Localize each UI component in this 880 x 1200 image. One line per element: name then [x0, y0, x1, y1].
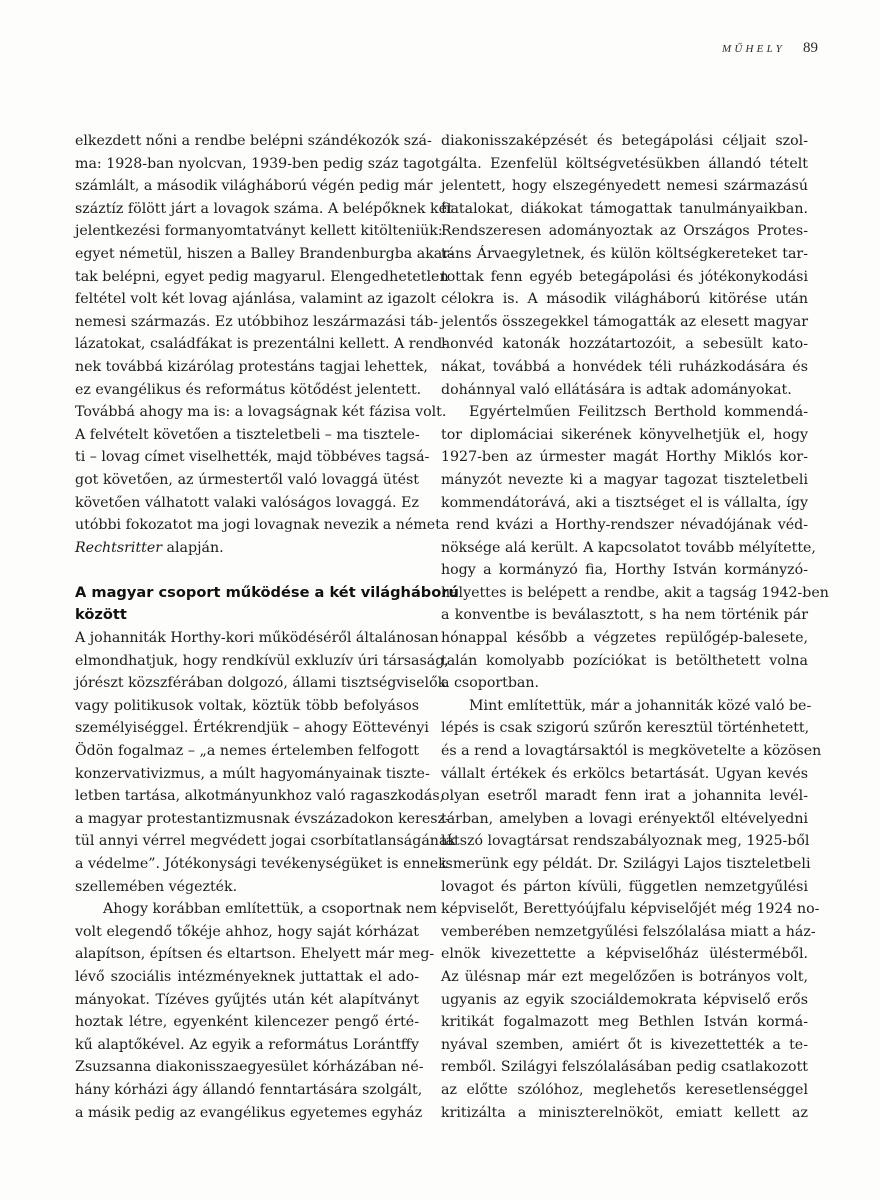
text-line: utóbbi fokozatot ma jogi lovagnak nevezik a német	[75, 517, 441, 534]
text-line: jelentkezési formanyomtatványt kellett kitölteniük:	[75, 223, 443, 240]
text-line: olyan esetről maradt fenn irat a johannita levél-	[441, 788, 808, 805]
text-line: Egyértelműen Feilitzsch Berthold kommendá-	[469, 404, 808, 421]
right-column	[441, 130, 829, 1124]
text-line: kritizálta a miniszterelnököt, emiatt kellett az	[441, 1104, 808, 1121]
text-line: elkezdett nőni a rendbe belépni szándékozók szá-	[75, 133, 432, 149]
text-line: tak belépni, egyet pedig magyarul. Elengedhetetlen	[75, 268, 449, 285]
text-line: látszó lovagtársat rendszabályoznak meg, 1925-ből	[441, 833, 810, 850]
text-line: tottak fenn egyéb betegápolási és jótékonykodási	[441, 268, 808, 285]
text-line: A johanniták Horthy-kori működéséről általánosan	[75, 630, 439, 647]
text-line: nemesi származás. Ez utóbbihoz leszármazási táb-	[75, 313, 439, 330]
paragraph	[441, 695, 822, 1124]
text-line: elnök kivezettette a képviselőház ülésterméből.	[441, 946, 808, 963]
text-line: jelentős összegekkel támogatták az elesett magyar	[441, 313, 808, 330]
text-line: lépés is csak szigorú szűrőn keresztül történhetett,	[441, 720, 810, 737]
text-line: feltétel volt két lovag ajánlása, valamint az igazolt	[75, 291, 436, 308]
text-line: kű alaptőkével. Az egyik a református Lorántffy	[75, 1036, 419, 1053]
section-title: MŰHELY	[722, 43, 785, 55]
text-line: Mint említettük, már a johanniták közé való be-	[469, 697, 812, 714]
text-line: mányokat. Tízéves gyűjtés után két alapítványt	[75, 991, 419, 1008]
text-line: 1927-ben az úrmester magát Horthy Miklós kor-	[441, 449, 808, 466]
heading-line: A magyar csoport működése a két világháború	[75, 583, 459, 601]
heading-line: között	[75, 606, 127, 624]
italic-term: Rechtsritter	[75, 539, 163, 556]
text-line: got követően, az úrmestertől való lovaggá ütést	[75, 471, 419, 488]
section-heading	[75, 582, 459, 627]
text-line: kommendátorává, aki a tisztséget el is vállalta, így	[441, 494, 808, 511]
text-line: dohánnyal való ellátására is adtak adományokat.	[441, 381, 792, 398]
text-line: ma: 1928-ban nyolcvan, 1939-ben pedig száz tagot	[75, 155, 441, 172]
text-line: talán komolyabb pozíciókat is betölthetett volna	[441, 652, 808, 669]
paragraph	[75, 130, 454, 537]
text-line: hogy a kormányzó fia, Horthy István kormányzó-	[441, 562, 808, 579]
text-line: az előtte szólóhoz, meglehetős keresetlenséggel	[441, 1081, 808, 1098]
text-line: nákat, továbbá a honvédek téli ruházkodására és	[441, 358, 808, 375]
text-line: ismerünk egy példát. Dr. Szilágyi Lajos tiszteletbeli	[441, 856, 811, 872]
text-line: kritikát fogalmazott meg Bethlen István kormá-	[441, 1014, 808, 1031]
text-line: letben tartása, alkotmányunkhoz való ragaszkodás,	[75, 788, 445, 805]
text-line: célokra is. A második világháború kitörése után	[441, 291, 808, 308]
text-line: elmondhatjuk, hogy rendkívül exkluzív úri társaság,	[75, 652, 449, 669]
text-line: száztíz fölött járt a lovagok száma. A belépőknek két	[75, 200, 453, 217]
text-line: a csoportban.	[441, 675, 540, 692]
text-line: hónappal később a végzetes repülőgép-balesete,	[441, 630, 808, 647]
text-line: lévő szociális intézményeknek juttattak el ado-	[75, 968, 419, 985]
text-line: fiatalokat, diákokat támogattak tanulmányaikban.	[441, 200, 808, 217]
text-line: nöksége alá került. A kapcsolatot tovább mélyítette,	[441, 539, 816, 556]
spacer	[75, 559, 419, 582]
text-line: a másik pedig az evangélikus egyetemes egyház	[75, 1104, 423, 1121]
text-line: A felvételt követően a tiszteletbeli – ma tisztele-	[75, 426, 420, 443]
text-line: képviselőt, Berettyóújfalu képviselőjét még 1924 no-	[441, 901, 820, 918]
running-head	[722, 40, 818, 57]
text-line: Rendszeresen adományoztak az Országos Protes-	[441, 223, 808, 240]
text-line: jelentett, hogy elszegényedett nemesi származású	[441, 178, 808, 195]
paragraph	[441, 130, 808, 401]
text-line: hány kórházi ágy állandó fenntartására szolgált,	[75, 1081, 423, 1098]
text-line: Az ülésnap már ezt megelőzően is botrányos volt,	[441, 968, 808, 985]
text-line: diakonisszaképzését és betegápolási céljait szol-	[441, 133, 808, 149]
text-line: volt elegendő tőkéje ahhoz, hogy saját kórházat	[75, 923, 419, 940]
text-line: követően válhatott valaki valóságos lovaggá. Ez	[75, 494, 419, 511]
text-line: nyával szemben, amiért őt is kivezettették a te-	[441, 1036, 808, 1053]
text-line: tül annyi vérrel megvédett jogai csorbítatlanságának	[75, 833, 456, 850]
text-line: a magyar protestantizmusnak évszázadokon keresz-	[75, 810, 450, 827]
text-line: a védelme”. Jótékonysági tevékenységüket is ennek	[75, 856, 447, 872]
text-line: tor diplomáciai sikerének könyvelhetjük el, hogy	[441, 426, 808, 443]
paragraph	[75, 898, 437, 1124]
left-column	[75, 130, 459, 1124]
text-line: és a rend a lovagtársaktól is megkövetelte a közösen	[441, 743, 822, 760]
text-line: Ahogy korábban említettük, a csoportnak nem	[103, 901, 437, 918]
text-line: Továbbá ahogy ma is: a lovagságnak két fázisa volt.	[75, 404, 447, 421]
text-line: mányzót nevezte ki a magyar tagozat tiszteletbeli	[441, 471, 808, 488]
text-line: gálta. Ezenfelül költségvetésükben állandó tételt	[441, 155, 808, 172]
text-line: nek továbbá kizárólag protestáns tagjai lehettek,	[75, 358, 428, 375]
text-line: lovagot és párton kívüli, független nemzetgyűlési	[441, 878, 808, 895]
text-line: konzervativizmus, a múlt hagyományainak tiszte-	[75, 765, 430, 782]
paragraph	[441, 401, 829, 695]
text-line: számlált, a második világháború végén pedig már	[75, 178, 433, 195]
text-line: szellemében végezték.	[75, 878, 238, 895]
page-number: 89	[803, 40, 818, 56]
text-line: táns Árvaegyletnek, és külön költségkereteket tar-	[441, 245, 808, 262]
text-line: tárban, amelyben a lovagi erényektől eltévelyedni	[441, 810, 808, 827]
text-line: a konventbe is beválasztott, s ha nem történik pár	[441, 607, 808, 624]
text-line: helyettes is belépett a rendbe, akit a tagság 1942-ben	[441, 584, 829, 601]
text-line: vállalt értékek és erkölcs betartását. Ugyan kevés	[441, 765, 808, 782]
text-line: személyiséggel. Értékrendjük – ahogy Eöttevényi	[75, 720, 429, 737]
text-line: vagy politikusok voltak, köztük több befolyásos	[75, 697, 419, 714]
text-line: remből. Szilágyi felszólalásában pedig csatlakozott	[441, 1059, 808, 1076]
text-line: egyet németül, hiszen a Balley Brandenburgba akar-	[75, 245, 454, 262]
text-line: vemberében nemzetgyűlési felszólalása miatt a ház-	[441, 923, 816, 940]
text-line: ti – lovag címet viselhették, majd többéves tagsá-	[75, 449, 430, 466]
text-line: alapítson, építsen és eltartson. Ehelyett már meg-	[75, 946, 435, 963]
text-line: ez evangélikus és református kötődést jelentett.	[75, 381, 422, 398]
text-line: a rend kvázi a Horthy-rendszer névadójának véd-	[441, 517, 808, 534]
text-line: honvéd katonák hozzátartozóit, a sebesült kato-	[441, 336, 808, 353]
paragraph	[75, 627, 456, 898]
text-line: ugyanis az egyik szociáldemokrata képviselő erős	[441, 991, 808, 1008]
text-line: Rechtsritter alapján.	[75, 539, 224, 556]
text-line: Ödön fogalmaz – „a nemes értelemben felfogott	[75, 743, 419, 760]
text-line: jórészt közszférában dolgozó, állami tisztségviselők	[75, 675, 447, 692]
text-line: Zsuzsanna diakonisszaegyesület kórházában né-	[75, 1059, 424, 1076]
text-line: hoztak létre, egyenként kilencezer pengő érté-	[75, 1014, 419, 1031]
text-line: lázatokat, családfákat is prezentálni kellett. A rend-	[75, 336, 447, 353]
